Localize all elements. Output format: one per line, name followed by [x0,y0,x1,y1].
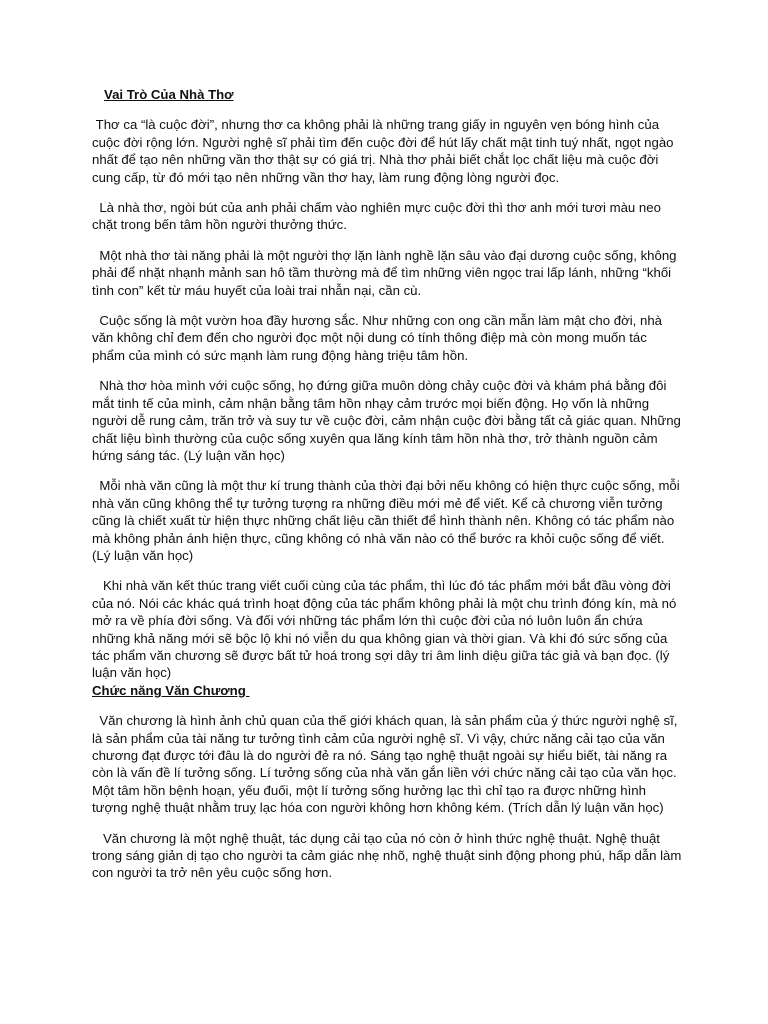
paragraph: Văn chương là một nghệ thuật, tác dụng cải tạo của nó còn ở hình thức nghệ thuật. Nghệ thuật trong sáng giản dị tạo cho người ta cảm giác nhẹ nhõ, nghệ thuật sinh động phong phú, hấp dẫn làm con người ta trở nên yêu cuộc sống hơn. [92,830,686,881]
document-page [92,86,686,882]
paragraph: Văn chương là hình ảnh chủ quan của thế giới khách quan, là sản phẩm của ý thức người nghệ sĩ, là sản phẩm của tài năng tư tưởng tình cảm của người nghệ sĩ. Vì vậy, chức năng cải tạo của văn chương đạt được tới đâu là do người đẻ ra nó. Sáng tạo nghệ thuật ngoài sự hiểu biết, tài năng ra còn là vấn đề lí tưởng sống. Lí tưởng sống của nhà văn gắn liền với chức năng cải tạo của văn học. Một tâm hồn bệnh hoạn, yếu đuối, một lí tưởng sống hưởng lạc thì chỉ tạo ra được những hình tượng nghệ thuật nhằm truỵ lạc hóa con người không hơn không kém. (Trích dẫn lý luận văn học) [92,713,682,816]
section-function-of-literature [92,682,686,882]
paragraph: Thơ ca “là cuộc đời”, nhưng thơ ca không phải là những trang giấy in nguyên vẹn bóng hình của cuộc đời rộng lớn. Người nghệ sĩ phải tìm đến cuộc đời để hút lấy chất mật tinh tuý nhất, ngọt ngào nhất để tạo nên những vần thơ thật sự có giá trị. Nhà thơ phải biết chắt lọc chất liệu mà cuộc đời cung cấp, từ đó mới tạo nên những vần thơ hay, làm rung động lòng người đọc. [92,117,678,185]
paragraph: Mỗi nhà văn cũng là một thư kí trung thành của thời đại bởi nếu không có hiện thực cuộc sống, mỗi nhà văn cũng không thể tự tưởng tượng ra những điều mới mẻ để viết. Kể cả chương viễn tưởng cũng là chiết xuất từ hiện thực những chất liệu cần thiết để hình thành nên. Không có tác phẩm nào mà không phản ánh hiện thực, cũng không có nhà văn nào có thể bước ra khỏi cuộc sống để viết. (Lý luận văn học) [92,478,684,563]
paragraph: Cuộc sống là một vườn hoa đầy hương sắc. Như những con ong cần mẫn làm mật cho đời, nhà văn không chỉ đem đến cho người đọc một nội dung có tính thông điệp mà còn mong muốn tác phẩm của mình có sức mạnh làm rung động hàng triệu tâm hồn. [92,313,666,363]
paragraph: Khi nhà văn kết thúc trang viết cuối cùng của tác phẩm, thì lúc đó tác phẩm mới bắt đầu vòng đời của nó. Nói các khác quá trình hoạt động của tác phẩm không phải là một chu trình đóng kín, mà nó mở ra về phía đời sống. Và đối với những tác phẩm lớn thì cuộc đời của nó luôn luôn ẩn chứa những khả năng mới sẽ bộc lộ khi nó viễn du qua không gian và thời gian. Và khi đó sức sống của tác phẩm văn chương sẽ được bất tử hoá trong sợi dây tri âm linh diệu giữa tác giả và bạn đọc. (lý luận văn học) [92,578,680,681]
section-role-of-poet [92,86,685,682]
paragraph: Nhà thơ hòa mình với cuộc sống, họ đứng giữa muôn dòng chảy cuộc đời và khám phá bằng đôi mắt tinh tế của mình, cảm nhận bằng tâm hồn nhạy cảm trước mọi biến động. Họ vốn là những người dễ rung cảm, trăn trở và suy tư về cuộc đời, cảm nhận cuộc đời bằng tất cả giác quan. Những chất liệu bình thường của cuộc sống xuyên qua lăng kính tâm hồn nhà thơ, trở thành nguồn cảm hứng sáng tác. (Lý luận văn học) [92,378,685,463]
paragraph: Một nhà thơ tài năng phải là một người thợ lặn lành nghề lặn sâu vào đại dương cuộc sống, không phải để nhặt nhạnh mảnh san hô tầm thường mà để tìm những viên ngọc trai lấp lánh, những “khối tình con” kết từ máu huyết của loài trai nhẫn nại, cần cù. [92,247,681,298]
section-heading: Chức năng Văn Chương [92,682,250,698]
paragraph: Là nhà thơ, ngòi bút của anh phải chấm vào nghiên mực cuộc đời thì thơ anh mới tươi màu neo chặt trong bến tâm hồn người thưởng thức. [92,200,665,233]
section-heading: Vai Trò Của Nhà Thơ [104,87,234,102]
